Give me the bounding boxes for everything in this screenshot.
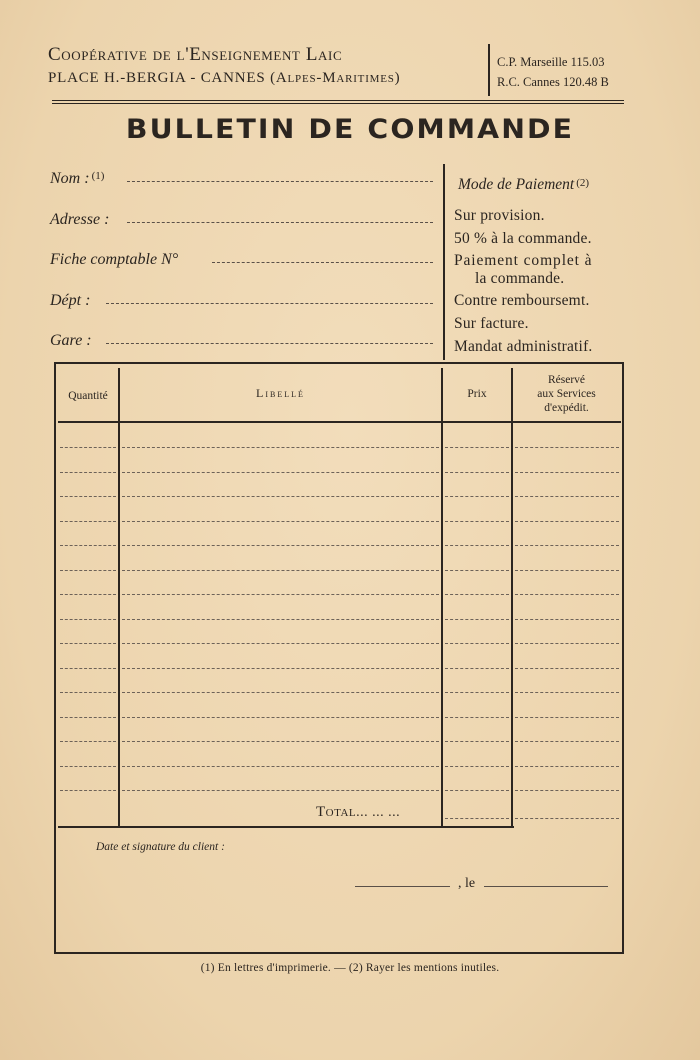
ruled-line[interactable]: [60, 594, 116, 595]
ruled-line[interactable]: [60, 472, 116, 473]
postal-account: C.P. Marseille 115.03: [497, 55, 605, 69]
ruled-line[interactable]: [60, 619, 116, 620]
column-header-reserve: Réservé aux Services d'expédit.: [537, 374, 596, 414]
ruled-line[interactable]: [122, 717, 439, 718]
date-field[interactable]: [484, 886, 608, 887]
ruled-line[interactable]: [122, 545, 439, 546]
organization-name: Coopérative de l'Enseignement Laic: [48, 44, 343, 65]
ruled-line[interactable]: [60, 643, 116, 644]
departement-field[interactable]: [106, 303, 433, 304]
place-field[interactable]: [355, 886, 450, 887]
nom-field[interactable]: [127, 181, 433, 182]
ruled-line[interactable]: [515, 741, 619, 742]
adresse-field[interactable]: [127, 222, 433, 223]
column-divider: [441, 368, 443, 826]
ruled-line[interactable]: [60, 790, 116, 791]
registration-block: [497, 52, 609, 92]
ruled-line[interactable]: [445, 717, 509, 718]
ruled-line[interactable]: [515, 496, 619, 497]
signature-label: Date et signature du client :: [96, 841, 225, 853]
ruled-line[interactable]: [515, 521, 619, 522]
fiche-comptable-label: Fiche comptable N°: [50, 251, 179, 268]
address-region: (Alpes-Maritimes): [270, 70, 401, 86]
total-dots: ... ... ...: [356, 805, 401, 820]
ruled-line[interactable]: [122, 570, 439, 571]
document-title: BULLETIN DE COMMANDE: [125, 114, 575, 145]
table-header-rule: [58, 421, 621, 423]
trade-register: R.C. Cannes 120.48 B: [497, 75, 609, 89]
header-rule: [52, 103, 624, 104]
ruled-line[interactable]: [60, 741, 116, 742]
ruled-line[interactable]: [122, 521, 439, 522]
ruled-line[interactable]: [515, 766, 619, 767]
ruled-line[interactable]: [122, 619, 439, 620]
gare-label: Gare :: [50, 332, 92, 349]
ruled-line[interactable]: [122, 692, 439, 693]
ruled-line[interactable]: [445, 496, 509, 497]
ruled-line[interactable]: [60, 545, 116, 546]
ruled-line[interactable]: [445, 790, 509, 791]
fiche-comptable-field[interactable]: [212, 262, 433, 263]
ruled-line[interactable]: [445, 643, 509, 644]
ruled-line[interactable]: [515, 692, 619, 693]
ruled-line[interactable]: [515, 668, 619, 669]
column-divider: [118, 368, 120, 826]
payment-note: (2): [576, 177, 590, 189]
total-label: Total... ... ...: [316, 804, 401, 820]
address-street: PLACE H.-BERGIA - CANNES: [48, 70, 271, 86]
ruled-line[interactable]: [60, 570, 116, 571]
ruled-line[interactable]: [122, 766, 439, 767]
ruled-line[interactable]: [60, 668, 116, 669]
fields-payment-separator: [443, 164, 445, 360]
ruled-line[interactable]: [122, 790, 439, 791]
ruled-line[interactable]: [445, 766, 509, 767]
ruled-line[interactable]: [445, 570, 509, 571]
ruled-line[interactable]: [445, 741, 509, 742]
footnote: (1) En lettres d'imprimerie. — (2) Rayer les mentions inutiles.: [200, 962, 500, 974]
date-label: , le: [458, 876, 476, 891]
payment-mode-title: Mode de Paiement $^{(2)}$: [458, 176, 590, 193]
ruled-line[interactable]: [60, 717, 116, 718]
ruled-line[interactable]: [60, 521, 116, 522]
ruled-line[interactable]: [122, 668, 439, 669]
ruled-line[interactable]: [445, 692, 509, 693]
column-header-prix: Prix: [467, 388, 487, 400]
ruled-line[interactable]: [445, 472, 509, 473]
ruled-line[interactable]: [122, 472, 439, 473]
table-body-rule: [58, 826, 514, 828]
payment-option[interactable]: Mandat administratif.: [454, 338, 593, 355]
ruled-line[interactable]: [60, 447, 116, 448]
column-header-quantite: Quantité: [68, 390, 108, 402]
ruled-line[interactable]: [60, 496, 116, 497]
ruled-line[interactable]: [445, 668, 509, 669]
departement-label: Dépt :: [50, 292, 91, 309]
nom-note: (1): [91, 170, 105, 182]
ruled-line[interactable]: [122, 447, 439, 448]
ruled-line[interactable]: [445, 818, 509, 819]
ruled-line[interactable]: [122, 643, 439, 644]
column-header-libelle: Libellé: [256, 386, 305, 400]
organization-block: [48, 44, 488, 87]
ruled-line[interactable]: [60, 692, 116, 693]
payment-option[interactable]: 50 % à la commande.: [454, 230, 592, 247]
payment-option[interactable]: Sur provision.: [454, 207, 545, 224]
ruled-line[interactable]: [445, 447, 509, 448]
ruled-line[interactable]: [515, 594, 619, 595]
ruled-line[interactable]: [515, 570, 619, 571]
ruled-line[interactable]: [60, 766, 116, 767]
payment-option-continued[interactable]: la commande.: [475, 270, 565, 287]
ruled-line[interactable]: [445, 619, 509, 620]
header-rule: [52, 100, 624, 101]
ruled-line[interactable]: [515, 643, 619, 644]
ruled-line[interactable]: [515, 619, 619, 620]
ruled-line[interactable]: [515, 545, 619, 546]
payment-option[interactable]: Contre remboursemt.: [454, 292, 590, 309]
order-table: [54, 362, 624, 954]
ruled-line[interactable]: [445, 594, 509, 595]
ruled-line[interactable]: [515, 472, 619, 473]
gare-field[interactable]: [106, 343, 433, 344]
organization-address: [48, 70, 488, 87]
header-separator: [488, 44, 490, 96]
ruled-line[interactable]: [515, 447, 619, 448]
ruled-line[interactable]: [445, 521, 509, 522]
payment-option[interactable]: Paiement complet à: [454, 252, 593, 269]
ruled-line[interactable]: [515, 790, 619, 791]
adresse-label: Adresse :: [50, 211, 110, 228]
ruled-line[interactable]: [122, 594, 439, 595]
ruled-line[interactable]: [122, 741, 439, 742]
nom-label: Nom : $^{(1)}$: [50, 170, 105, 187]
ruled-line[interactable]: [515, 717, 619, 718]
ruled-line[interactable]: [515, 818, 619, 819]
column-divider: [511, 368, 513, 826]
payment-option[interactable]: Sur facture.: [454, 315, 529, 332]
ruled-line[interactable]: [445, 545, 509, 546]
ruled-line[interactable]: [122, 496, 439, 497]
